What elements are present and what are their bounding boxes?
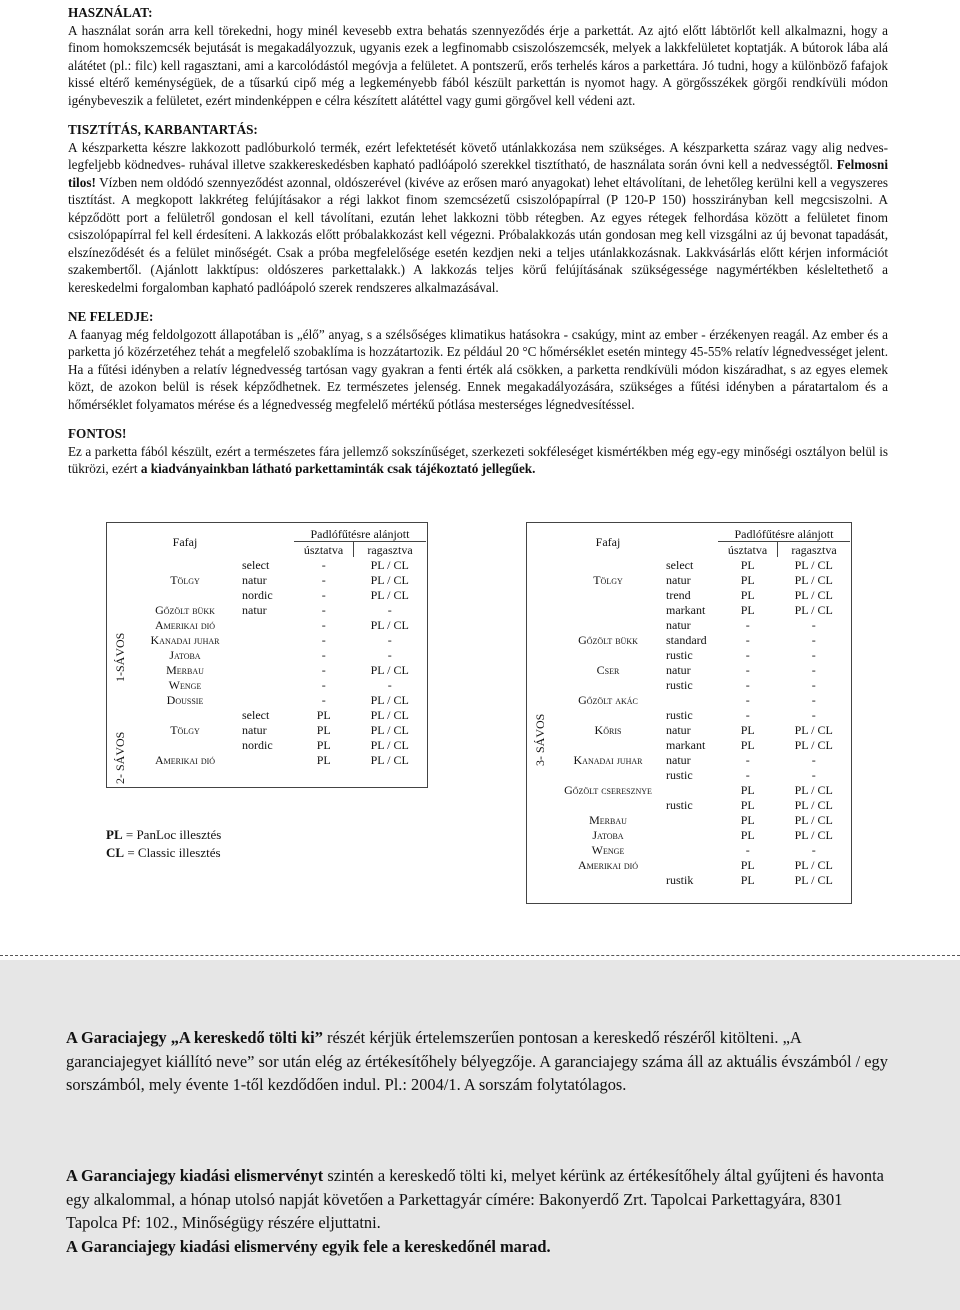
cell-species [552, 737, 664, 752]
table-row [130, 602, 426, 617]
cell-grade [240, 617, 294, 632]
cell-glued: - [811, 617, 816, 632]
cell-grade: natur [242, 722, 267, 737]
table-row [130, 662, 426, 677]
table-left-head-fafaj: Fafaj [172, 534, 198, 549]
table-row [130, 677, 426, 692]
cell-glued: PL / CL [794, 782, 833, 797]
table-left-group1-label: 1-SÁVOS [113, 632, 127, 682]
legend [106, 826, 221, 862]
cell-species [552, 587, 664, 602]
cell-grade [240, 647, 294, 662]
cell-floating: PL [740, 572, 755, 587]
guarantee-t2: szintén a kereskedő tölti ki, melyet kérünk az értékesítőhely által gyűjteni és havonta egy alkalommal, a hónap utolsó napját követően a Parkettagyár címére: Bakonyerdő Zrt. Tapolcai Parkettagyára, 8301 Tapolca Pf: 102., Minőségügy részére eljuttatni. [66, 1166, 884, 1232]
cell-glued: - [811, 842, 816, 857]
cell-grade: rustic [666, 767, 693, 782]
cell-glued: PL / CL [370, 617, 409, 632]
table-row [552, 767, 850, 782]
legend-pl-key: PL [106, 827, 123, 842]
table-left [130, 526, 426, 767]
cell-grade [240, 632, 294, 647]
guarantee-b2: A Garanciajegy kiadási elismervényt [66, 1166, 324, 1185]
cell-floating: PL [740, 557, 755, 572]
tisztitas-text1: A készparketta készre lakkozott padlóburkoló termék, ezért lefektetését követő utánlakkozása nem szükséges. A készparketta száraz vagy alig nedves- legfeljebb ködnedves- ruhával illetve szakkereskedésben kapható padlóápoló szerekkel tisztítható, de használata során óvni kell a nedvességtől. [68, 139, 888, 172]
table-left-head-usztatva: úsztatva [294, 542, 354, 558]
tisztitas-text2: Vízben nem oldódó szennyeződést azonnal, oldószerével (kivéve az erősen maró anyagokat) lehet eltávolítani, de lehetőleg kerülni kell a vegyszeres tisztítást. A megkopott lakkréteg felújításakor a régi lakkot finom szemcsézetű csiszolópapírral (P 120-P 150) hosszirányban kell megcsiszolni. A képződött port a felületről gondosan el kell távolítani, ezután lehet lakkozni több rétegben. Az egyes rétegek felhordása között a felületet finom csiszolópapírral fel kell érdesíteni. A lakkozás előtt próbalakkozást kell végezni. Próbalakkozás után gondosan meg kell vizsgálni az új bevonat tapadását, elszíneződését és a felület minőségét. Csak a próba megfelelősége esetén kezdjen neki a teljes utánlakkozásnak. Lakkvásárlás előtt kérjen információt szakembertől. (Ajánlott lakktípus: oldószeres parkettalakk.) A lakkozás teljes körű felújításának szükségessége nagymértékben késleltethető a kereskedelmi forgalomban kapható padlóápoló szerek rendszeres alkalmazásával. [68, 174, 889, 295]
table-row [552, 557, 850, 572]
table-row [130, 557, 426, 572]
cell-glued: PL / CL [794, 827, 833, 842]
table-row [130, 752, 426, 767]
table-row [552, 782, 850, 797]
cell-glued: - [811, 767, 816, 782]
table-row [130, 587, 426, 602]
cell-glued: - [387, 602, 392, 617]
cell-grade: rustic [666, 647, 693, 662]
cell-grade [664, 692, 718, 707]
table-right [552, 526, 850, 887]
cell-species: Tölgy [170, 722, 200, 737]
cell-grade: standard [666, 632, 707, 647]
table-row [130, 647, 426, 662]
cell-glued: PL / CL [794, 797, 833, 812]
cell-species: Kanadai juhar [573, 752, 643, 767]
cell-species: Kőris [594, 722, 622, 737]
table-row [130, 722, 426, 737]
cell-glued: - [811, 707, 816, 722]
cell-species [130, 707, 240, 722]
cell-floating: PL [316, 737, 331, 752]
cell-glued: PL / CL [794, 857, 833, 872]
cell-grade: natur [666, 662, 691, 677]
cell-grade: select [242, 557, 270, 572]
cell-species: Jatoba [592, 827, 624, 842]
cell-glued: - [387, 647, 392, 662]
table-row [552, 737, 850, 752]
cell-species: Amerikai dió [577, 857, 639, 872]
para-nefeledje: A faanyag még feldolgozott állapotában is „élő” anyag, s a szélsőséges klimatikus hatásokra - csakúgy, mint az ember - érzékenyen reagál. Az ember és a parketta jó közérzetéhez tehát a megfelelő szobaklíma is hozzátartozik. Ez például 20 °C hőmérséklet esetén mintegy 45-55% relatív légnedvességet jelent. Ha a fűtési idényben a relatív légnedvesség tartósan vagy gyakran a fenti érték alá csökken, a parketta rendkívüli módon kiszáradhat, s az egyes elemek közt, de azokon belül is rések képződhetnek. Ez természetes jelenség. Ennek megakadályozására, szükséges a fűtési idényben a páratartalom és a hőmérséklet folyamatos mérése és a légnedvesség megfelelő mértékű pótlása mesterséges légnedvesítéssel. [68, 326, 889, 412]
table-row [552, 707, 850, 722]
table-row [552, 632, 850, 647]
table-left-body [130, 557, 426, 767]
cell-glued: PL / CL [370, 587, 409, 602]
guarantee-b1: A Garaciajegy „A kereskedő tölti ki” [66, 1028, 323, 1047]
cell-grade: rustic [666, 677, 693, 692]
cell-grade [664, 827, 718, 842]
section-fontos [68, 425, 888, 478]
table-row [130, 692, 426, 707]
cell-glued: PL / CL [794, 587, 833, 602]
cell-floating: - [745, 752, 750, 767]
table-row [552, 692, 850, 707]
table-row [552, 722, 850, 737]
cell-floating: - [745, 662, 750, 677]
cell-grade: nordic [242, 587, 273, 602]
cell-glued: - [387, 632, 392, 647]
table-right-head-ragasztva: ragasztva [791, 542, 837, 557]
cell-species [552, 617, 664, 632]
cell-floating: - [321, 677, 326, 692]
cell-floating: - [321, 557, 326, 572]
cell-species: Gőzölt bükk [155, 602, 215, 617]
cell-glued: PL / CL [370, 662, 409, 677]
cell-grade [664, 842, 718, 857]
cell-grade: rustik [666, 872, 694, 887]
cell-species [552, 872, 664, 887]
table-row [130, 632, 426, 647]
legend-cl-text: = Classic illesztés [124, 845, 221, 860]
table-right-head-usztatva: úsztatva [718, 542, 778, 558]
cell-glued: - [811, 692, 816, 707]
cell-grade [240, 752, 294, 767]
cell-glued: PL / CL [370, 737, 409, 752]
cell-grade [240, 677, 294, 692]
cell-floating: - [745, 647, 750, 662]
cell-glued: PL / CL [370, 722, 409, 737]
tisztitas-bold: Felmosni tilos! [68, 157, 888, 190]
section-tisztitas [68, 121, 888, 296]
cell-grade: rustic [666, 797, 693, 812]
cell-glued: PL / CL [370, 707, 409, 722]
para-hasznalat: A használat során arra kell törekedni, hogy minél kevesebb extra behatás szennyeződés érje a parkettát. Az ajtó előtt lábtörlőt kell alkalmazni, hogy a finom homokszemcsék bejutását is megakadályozzuk, ugyanis ezek a legfinomabb csiszolószemcsék, melyek a lakkfelületet koptatják. A bútorok lába alá alátétet (pl.: filc) kell ragasztani, ami a karcolódástól megóvja a felületet. A pontszerű, erős terhelés káros a parkettára. Jó tudni, hogy a különböző fafajok kissé eltérő keménységüek, de a tűsarkú cipő még a legkeményebb fából készült parkettán is nyomot hagy. A görgősszékek görgői rendkívüli módon igénybeveszik a felületet, ezért mindenképpen e célra készített alátéttel vagy gumi görgővel kell védeni azt. [68, 22, 888, 108]
cell-floating: - [745, 632, 750, 647]
cell-glued: PL / CL [794, 557, 833, 572]
para-tisztitas [68, 139, 888, 297]
cell-species: Wenge [168, 677, 202, 692]
cell-grade [664, 782, 718, 797]
cell-floating: PL [740, 812, 755, 827]
legend-pl-text: = PanLoc illesztés [122, 827, 222, 842]
cell-glued: - [387, 677, 392, 692]
cell-floating: - [321, 572, 326, 587]
cell-grade [240, 692, 294, 707]
heading-fontos: FONTOS! [68, 426, 127, 441]
cell-glued: PL / CL [794, 572, 833, 587]
cell-species: Cser [596, 662, 620, 677]
para-fontos [68, 443, 888, 478]
cell-species: Wenge [591, 842, 625, 857]
table-row [552, 797, 850, 812]
cell-species: Merbau [589, 812, 627, 827]
table-left-group2-label: 2- SÁVOS [113, 731, 127, 784]
cell-floating: - [745, 842, 750, 857]
table-row [552, 812, 850, 827]
cell-floating: - [321, 662, 326, 677]
table-right-body [552, 557, 850, 887]
table-row [130, 617, 426, 632]
guarantee-t1: részét kérjük értelemszerűen pontosan a kereskedő részéről kitölteni. „A garanciajegyet kiállító neve” sor után elég az értékesítőhely bélyegzője. A garanciajegy száma áll az aktuális évszámból / egy sorszámból, mely évente 1-től kezdődően indul. Pl.: 2004/1. A sorszám folytatólagos. [66, 1028, 888, 1094]
cell-glued: PL / CL [794, 722, 833, 737]
cell-grade: natur [666, 752, 691, 767]
legend-pl [106, 826, 221, 844]
cell-floating: - [321, 632, 326, 647]
cell-species: Merbau [166, 662, 204, 677]
table-row [552, 752, 850, 767]
cell-species [130, 557, 240, 572]
cell-species: Gőzölt bükk [578, 632, 638, 647]
table-row [552, 602, 850, 617]
cell-floating: PL [740, 737, 755, 752]
cell-glued: - [811, 632, 816, 647]
cell-species [552, 602, 664, 617]
cell-species [552, 797, 664, 812]
cell-species [552, 707, 664, 722]
cell-glued: PL / CL [370, 572, 409, 587]
cell-species [552, 677, 664, 692]
table-row [130, 707, 426, 722]
table-row [552, 677, 850, 692]
cell-species [130, 587, 240, 602]
cell-species [552, 647, 664, 662]
cell-grade: natur [666, 617, 691, 632]
cell-floating: PL [740, 722, 755, 737]
section-hasznalat [68, 4, 888, 109]
cell-floating: PL [740, 602, 755, 617]
cell-grade: natur [242, 572, 267, 587]
section-nefeledje [68, 308, 888, 413]
cell-floating: PL [740, 872, 755, 887]
cell-glued: PL / CL [794, 737, 833, 752]
cell-species: Tölgy [170, 572, 200, 587]
fontos-text: Ez a parketta fából készült, ezért a természetes fára jellemző sokszínűséget, szerkezeti sokféleséget kismértékben még egy-egy minőségi osztályon belül is tükrözi, ezért [68, 443, 888, 476]
cell-floating: PL [316, 707, 331, 722]
guarantee-para-1 [66, 1026, 896, 1097]
cell-glued: PL / CL [794, 602, 833, 617]
cell-grade: natur [666, 572, 691, 587]
cell-glued: PL / CL [794, 872, 833, 887]
cell-species: Tölgy [593, 572, 623, 587]
cell-grade: natur [666, 722, 691, 737]
cell-species [552, 557, 664, 572]
cell-grade: rustic [666, 707, 693, 722]
table-row [552, 572, 850, 587]
cell-grade: select [242, 707, 270, 722]
cell-grade: nordic [242, 737, 273, 752]
cell-glued: PL / CL [370, 557, 409, 572]
cell-grade [664, 812, 718, 827]
cell-floating: - [745, 707, 750, 722]
guarantee-para-2 [66, 1164, 896, 1258]
heading-nefeledje: NE FELEDJE: [68, 309, 154, 324]
cell-floating: PL [740, 587, 755, 602]
table-left-head-ragasztva: ragasztva [367, 542, 413, 557]
legend-cl-key: CL [106, 845, 125, 860]
table-row [552, 587, 850, 602]
cell-species [552, 767, 664, 782]
cell-glued: - [811, 662, 816, 677]
cell-floating: - [321, 647, 326, 662]
cell-floating: PL [740, 797, 755, 812]
cell-grade: markant [666, 737, 706, 752]
fontos-bold: a kiadványainkban látható parkettaminták csak tájékoztató jellegűek. [140, 461, 536, 476]
cell-species: Gőzölt cseresznye [564, 782, 652, 797]
cell-floating: PL [316, 722, 331, 737]
table-row [130, 572, 426, 587]
cell-species [130, 737, 240, 752]
cell-grade: trend [666, 587, 691, 602]
cell-floating: PL [740, 782, 755, 797]
cell-grade [664, 857, 718, 872]
cell-grade: select [666, 557, 694, 572]
table-row [552, 827, 850, 842]
cut-line [0, 955, 960, 956]
heading-hasznalat: HASZNÁLAT: [68, 5, 153, 20]
table-left-head-padlo: Padlófűtésre alánjott [294, 526, 426, 542]
cell-floating: - [745, 677, 750, 692]
cell-species: Doussie [166, 692, 204, 707]
table-row [552, 647, 850, 662]
cell-glued: PL / CL [370, 692, 409, 707]
table-row [130, 737, 426, 752]
heading-tisztitas: TISZTÍTÁS, KARBANTARTÁS: [68, 122, 258, 137]
cell-floating: - [745, 767, 750, 782]
cell-grade: natur [242, 602, 267, 617]
legend-cl [106, 844, 221, 862]
cell-floating: - [321, 617, 326, 632]
cell-species: Kanadai juhar [150, 632, 220, 647]
cell-floating: - [745, 692, 750, 707]
cell-species: Gőzölt akác [578, 692, 638, 707]
cell-species: Jatoba [169, 647, 201, 662]
guarantee-b3: A Garanciajegy kiadási elismervény egyik fele a kereskedőnél marad. [66, 1236, 551, 1256]
cell-glued: - [811, 647, 816, 662]
table-right-head-padlo: Padlófűtésre alánjott [718, 526, 850, 542]
text-block [68, 4, 888, 490]
cell-floating: - [321, 692, 326, 707]
cell-grade [240, 662, 294, 677]
cell-glued: PL / CL [370, 752, 409, 767]
table-row [552, 842, 850, 857]
table-row [552, 662, 850, 677]
cell-floating: PL [316, 752, 331, 767]
cell-species: Amerikai dió [154, 617, 216, 632]
table-row [552, 857, 850, 872]
table-right-head-fafaj: Fafaj [595, 534, 621, 549]
cell-glued: - [811, 752, 816, 767]
table-row [552, 872, 850, 887]
cell-glued: PL / CL [794, 812, 833, 827]
table-right-group-label: 3- SÁVOS [533, 713, 547, 766]
cell-floating: - [321, 602, 326, 617]
cell-species: Amerikai dió [154, 752, 216, 767]
cell-glued: - [811, 677, 816, 692]
cell-floating: PL [740, 857, 755, 872]
table-row [552, 617, 850, 632]
cell-floating: - [745, 617, 750, 632]
cell-grade: markant [666, 602, 706, 617]
cell-floating: PL [740, 827, 755, 842]
cell-floating: - [321, 587, 326, 602]
